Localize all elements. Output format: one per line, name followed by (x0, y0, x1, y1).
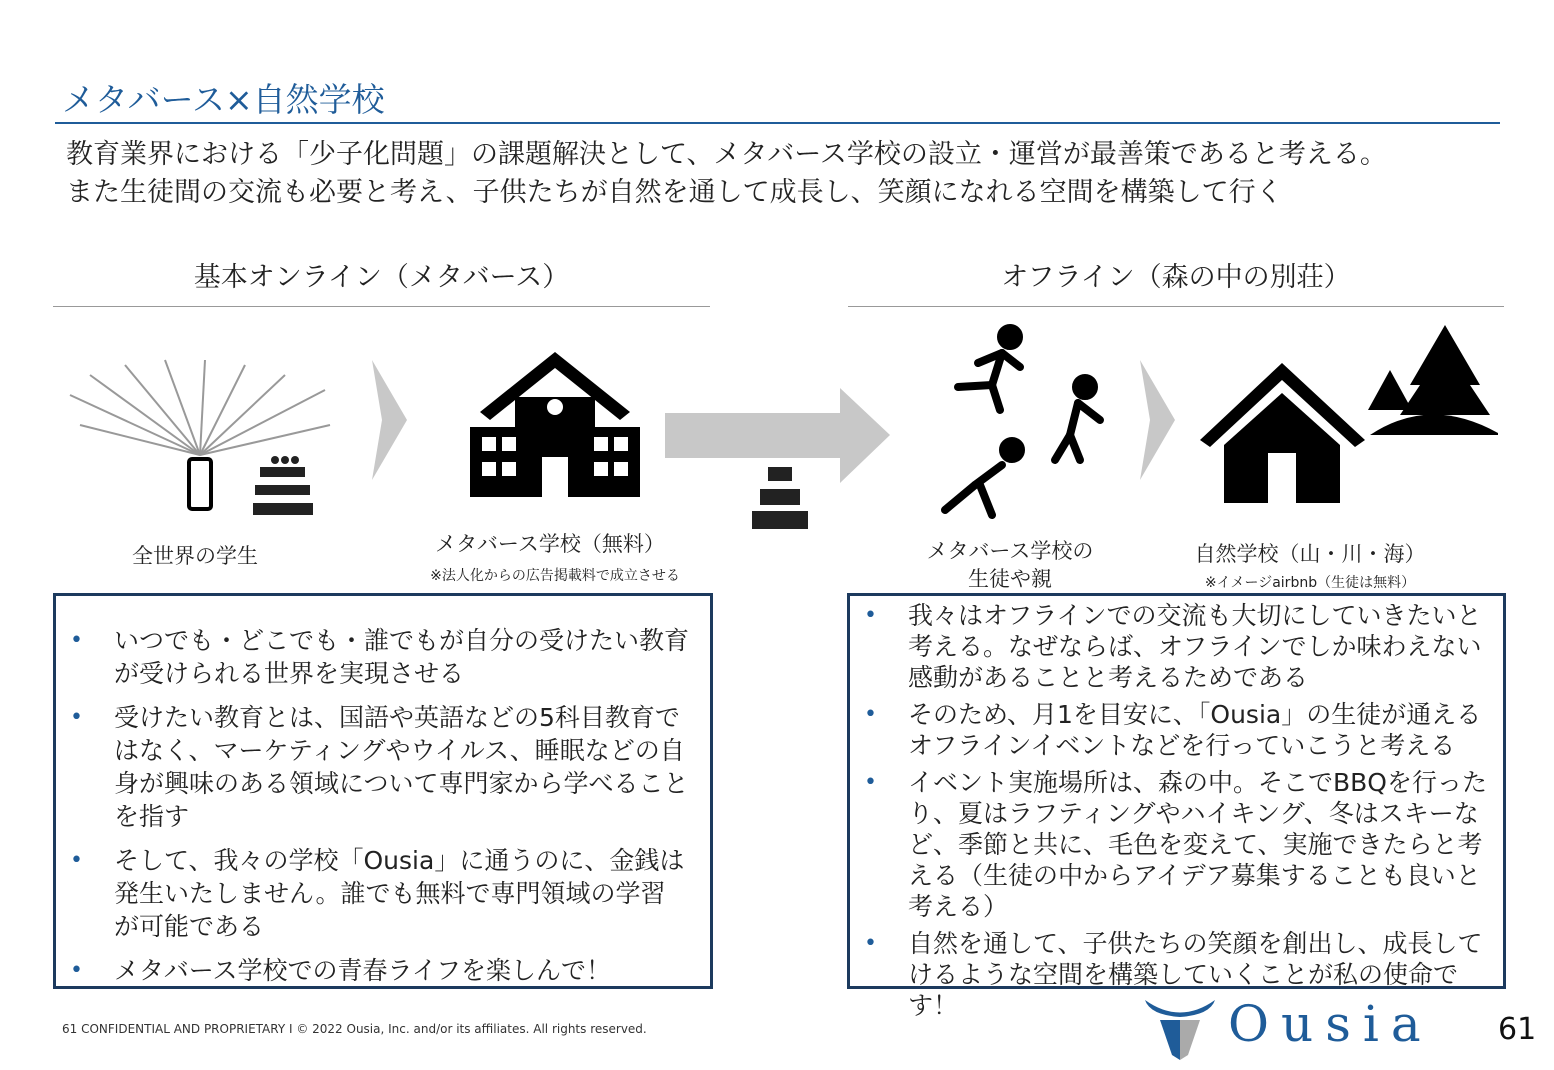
subtitle-line-2: また生徒間の交流も必要と考え、子供たちが自然を通して成長し、笑顔になれる空間を構築して行く (66, 177, 1283, 208)
caption-students-parents: メタバース学校の生徒や親 (926, 539, 1094, 591)
online-bullet: • メタバース学校での青春ライフを楽しんで！ (56, 954, 690, 987)
offline-bullet: • 我々はオフラインでの交流も大切にしていきたいと考える。なぜならば、オフラインでしか味わえない感動があることと考えるためである (850, 600, 1491, 693)
online-divider (53, 306, 710, 307)
world-network-icon (65, 355, 335, 520)
online-bullet: • いつでも・どこでも・誰でもが自分の受けたい教育が受けられる世界を実現させる (56, 624, 690, 690)
subtitle-line-1: 教育業界における「少子化問題」の課題解決として、メタバース学校の設立・運営が最善策であると考える。 (66, 139, 1387, 170)
running-people-icon (940, 325, 1110, 525)
ousia-logo-text: Ousia (1228, 995, 1433, 1053)
offline-bullet-box (847, 593, 1506, 1020)
offline-bullet: • イベント実施場所は、森の中。そこでBBQを行ったり、夏はラフティングやハイキング、冬はスキーなど、季節と共に、毛色を変えて、実施できたらと考える（生徒の中からアイデア募集することも良いと考える） (850, 767, 1491, 922)
offline-bullet: • そのため、月1を目安に、「Ousia」の生徒が通えるオフラインイベントなどを行っていこうと考える (850, 699, 1491, 761)
note-airbnb: ※イメージairbnb（生徒は無料） (1204, 575, 1416, 591)
online-bullet: • そして、我々の学校「Ousia」に通うのに、金銭は発生いたしません。誰でも無料で専門領域の学習が可能である (56, 844, 690, 943)
offline-divider (848, 306, 1504, 307)
offline-heading: オフライン（森の中の別荘） (1001, 262, 1351, 293)
people-group-icon (750, 465, 810, 530)
ousia-bull-logo-icon (1140, 985, 1220, 1065)
slide-title: メタバース×自然学校 (62, 80, 385, 119)
online-bullet-box (53, 593, 713, 989)
online-heading: 基本オンライン（メタバース） (193, 262, 570, 293)
school-building-icon (470, 352, 640, 497)
offline-bullet: • 自然を通して、子供たちの笑顔を創出し、成長してけるような空間を構築していくことが私の使命です！ (850, 928, 1491, 1021)
caption-metaverse-school: メタバース学校（無料） (435, 532, 665, 556)
chevron-arrow-icon (1140, 360, 1175, 480)
chevron-arrow-icon (372, 360, 407, 480)
house-forest-icon (1200, 325, 1500, 505)
online-bullet: • 受けたい教育とは、国語や英語などの5科目教育ではなく、マーケティングやウイルス、睡眠などの自身が興味のある領域について専門家から学べることを指す (56, 701, 690, 833)
footer-copyright: 61 CONFIDENTIAL AND PROPRIETARY I © 2022 Ousia, Inc. and/or its affiliates. All rights reserved. (62, 1022, 647, 1036)
caption-world-students: 全世界の学生 (132, 544, 258, 568)
page-number: 61 (1498, 1012, 1537, 1047)
note-ad-revenue: ※法人化からの広告掲載料で成立させる (430, 568, 680, 584)
caption-nature-school: 自然学校（山・川・海） (1194, 542, 1426, 566)
title-divider (55, 122, 1500, 124)
